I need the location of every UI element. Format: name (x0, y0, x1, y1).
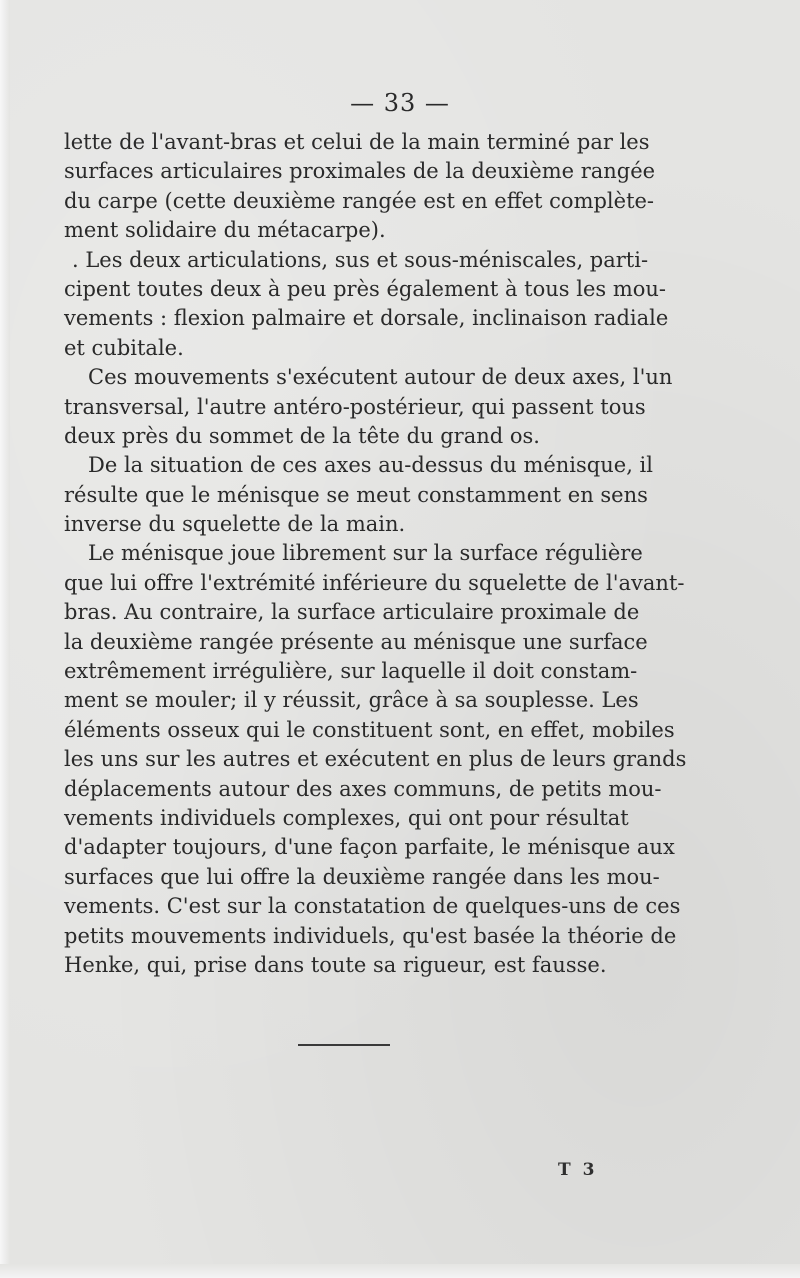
text-line: vements individuels complexes, qui ont pour résultat (64, 805, 629, 830)
text-line: vements. C'est sur la constatation de quelques-uns de ces (64, 894, 681, 919)
text-line: lette de l'avant-bras et celui de la main terminé par les (64, 130, 650, 154)
text-line: cipent toutes deux à peu près également à tous les mou- (64, 276, 666, 301)
text-line: Henke, qui, prise dans toute sa rigueur, est fausse. (64, 952, 607, 977)
text-line: que lui offre l'extrémité inférieure du squelette de l'avant- (64, 570, 685, 595)
signature-mark: T 3 (558, 1160, 598, 1180)
text-line: du carpe (cette deuxième rangée est en effet complète- (64, 188, 655, 213)
text-line: Ces mouvements s'exécutent autour de deux axes, l'un (88, 365, 673, 390)
page-bottom-edge (0, 1264, 800, 1278)
text-line: ment se mouler; il y réussit, grâce à sa souplesse. Les (64, 688, 639, 713)
text-line: vements : flexion palmaire et dorsale, inclinaison radiale (64, 306, 669, 331)
page-number: — 33 — (350, 89, 450, 117)
text-line: inverse du squelette de la main. (64, 512, 406, 537)
text-line: les uns sur les autres et exécutent en plus de leurs grands (64, 747, 687, 772)
text-line: Le ménisque joue librement sur la surface régulière (88, 541, 643, 566)
text-line: éléments osseux qui le constituent sont, en effet, mobiles (64, 717, 675, 742)
text-line: petits mouvements individuels, qu'est basée la théorie de (64, 923, 677, 948)
text-line: et cubitale. (64, 335, 184, 360)
text-line: surfaces articulaires proximales de la deuxième rangée (64, 159, 656, 184)
text-line: transversal, l'autre antéro-postérieur, qui passent tous (64, 394, 646, 419)
text-line: d'adapter toujours, d'une façon parfaite, le ménisque aux (64, 835, 675, 860)
text-line: la deuxième rangée présente au ménisque une surface (64, 629, 648, 654)
page-left-edge (0, 0, 10, 1278)
body-text (64, 128, 687, 980)
text-line: deux près du sommet de la tête du grand os. (64, 423, 540, 448)
text-line: bras. Au contraire, la surface articulaire proximale de (64, 600, 640, 625)
text-line: De la situation de ces axes au-dessus du ménisque, il (88, 453, 653, 478)
text-line: déplacements autour des axes communs, de petits mou- (64, 776, 662, 801)
text-line: extrêmement irrégulière, sur laquelle il doit constam- (64, 659, 638, 684)
section-end-rule (298, 1044, 390, 1046)
text-line: . Les deux articulations, sus et sous-méniscales, parti- (72, 247, 649, 272)
text-line: surfaces que lui offre la deuxième rangée dans les mou- (64, 864, 660, 889)
text-line: résulte que le ménisque se meut constamment en sens (64, 482, 648, 507)
text-line: ment solidaire du métacarpe). (64, 218, 386, 243)
